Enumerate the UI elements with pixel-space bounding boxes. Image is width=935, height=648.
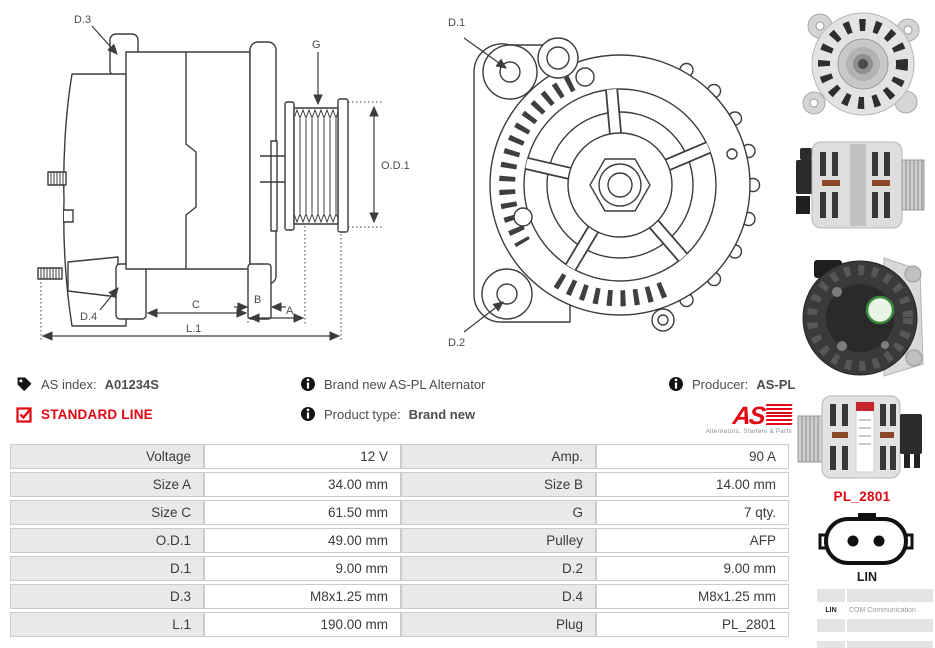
dim-label-od1: O.D.1	[381, 160, 410, 172]
alternator-front-view-diagram	[428, 2, 770, 356]
pinout-function-cell	[847, 641, 933, 648]
standard-line-label: STANDARD LINE	[41, 406, 153, 422]
as-pl-logo	[668, 404, 792, 435]
spec-value: PL_2801	[596, 612, 789, 637]
tag-icon	[16, 376, 33, 393]
as-index-row	[16, 374, 291, 394]
brand-new-text: Brand new AS-PL Alternator	[324, 376, 486, 392]
pinout-function-cell	[847, 589, 933, 602]
brand-new-row	[300, 374, 640, 394]
dim-label-d2: D.2	[448, 337, 466, 349]
spec-label: D.1	[10, 556, 204, 581]
plug-connector-icon	[816, 510, 916, 568]
info-column-index	[16, 374, 291, 434]
as-pl-logo-tagline: Alternators, Starters & Parts	[705, 429, 792, 436]
dim-label-g: G	[312, 39, 321, 51]
dim-label-a: A	[286, 305, 294, 317]
producer-label: Producer:	[692, 376, 749, 392]
plug-code-label: PL_2801	[833, 489, 891, 504]
alternator-side-view-diagram	[8, 4, 420, 366]
spec-value: M8x1.25 mm	[204, 584, 401, 609]
dim-label-d4: D.4	[80, 311, 98, 323]
pinout-function-cell: COM Communication	[847, 604, 933, 617]
dim-label-d1: D.1	[448, 17, 466, 29]
spec-label: Pulley	[401, 528, 596, 553]
dim-label-c: C	[192, 299, 200, 311]
spec-label: Size B	[401, 472, 596, 497]
spec-value: 34.00 mm	[204, 472, 401, 497]
spec-value: AFP	[596, 528, 789, 553]
pinout-pin-cell	[817, 619, 845, 632]
spec-table-body	[10, 444, 789, 637]
as-pl-logo-stripes	[766, 404, 792, 425]
spec-row	[10, 612, 789, 637]
dim-label-b: B	[254, 294, 262, 306]
spec-row	[10, 584, 789, 609]
as-pl-logo-text: AS	[731, 402, 766, 431]
info-column-producer	[668, 374, 796, 436]
spec-row	[10, 444, 789, 469]
spec-label: D.3	[10, 584, 204, 609]
plug-connector-name: LIN	[856, 570, 878, 584]
producer-value: AS-PL	[756, 376, 796, 392]
as-index-label: AS index:	[41, 376, 97, 392]
pinout-pin-cell: LIN	[817, 604, 845, 617]
spec-row	[10, 500, 789, 525]
spec-label: Size A	[10, 472, 204, 497]
spec-value: M8x1.25 mm	[596, 584, 789, 609]
spec-value: 14.00 mm	[596, 472, 789, 497]
dim-label-d3: D.3	[74, 14, 92, 26]
spec-label: Voltage	[10, 444, 204, 469]
pinout-function-cell	[847, 619, 933, 632]
pinout-pin-cell	[817, 641, 845, 648]
spec-value: 7 qty.	[596, 500, 789, 525]
spec-table	[10, 441, 789, 640]
pinout-pin-cell	[817, 589, 845, 602]
checked-checkbox-icon	[16, 406, 33, 423]
spec-label: L.1	[10, 612, 204, 637]
spec-label: Amp.	[401, 444, 596, 469]
product-type-row	[300, 404, 640, 424]
dim-label-l1: L.1	[186, 323, 202, 335]
spec-value: 9.00 mm	[204, 556, 401, 581]
product-photo-front-view	[792, 2, 932, 128]
spec-value: 190.00 mm	[204, 612, 401, 637]
info-column-product	[300, 374, 640, 434]
spec-label: D.4	[401, 584, 596, 609]
standard-line-row	[16, 404, 291, 424]
product-photo-rear-view	[792, 248, 932, 384]
spec-value: 61.50 mm	[204, 500, 401, 525]
info-icon	[668, 376, 684, 392]
product-type-value: Brand new	[408, 406, 476, 422]
plug-pinout-table	[817, 589, 933, 648]
producer-row	[668, 374, 796, 394]
spec-row	[10, 556, 789, 581]
product-type-label: Product type:	[324, 406, 401, 422]
as-index-value: A01234S	[104, 376, 159, 392]
spec-value: 90 A	[596, 444, 789, 469]
spec-label: Size C	[10, 500, 204, 525]
info-icon	[300, 376, 316, 392]
product-photo-side-view-pulley-left	[792, 392, 932, 482]
spec-label: Plug	[401, 612, 596, 637]
spec-value: 49.00 mm	[204, 528, 401, 553]
product-photo-side-view-pulley-right	[792, 132, 932, 238]
spec-label: O.D.1	[10, 528, 204, 553]
spec-value: 9.00 mm	[596, 556, 789, 581]
spec-label: D.2	[401, 556, 596, 581]
spec-row	[10, 528, 789, 553]
spec-value: 12 V	[204, 444, 401, 469]
spec-label: G	[401, 500, 596, 525]
info-icon	[300, 406, 316, 422]
spec-row	[10, 472, 789, 497]
